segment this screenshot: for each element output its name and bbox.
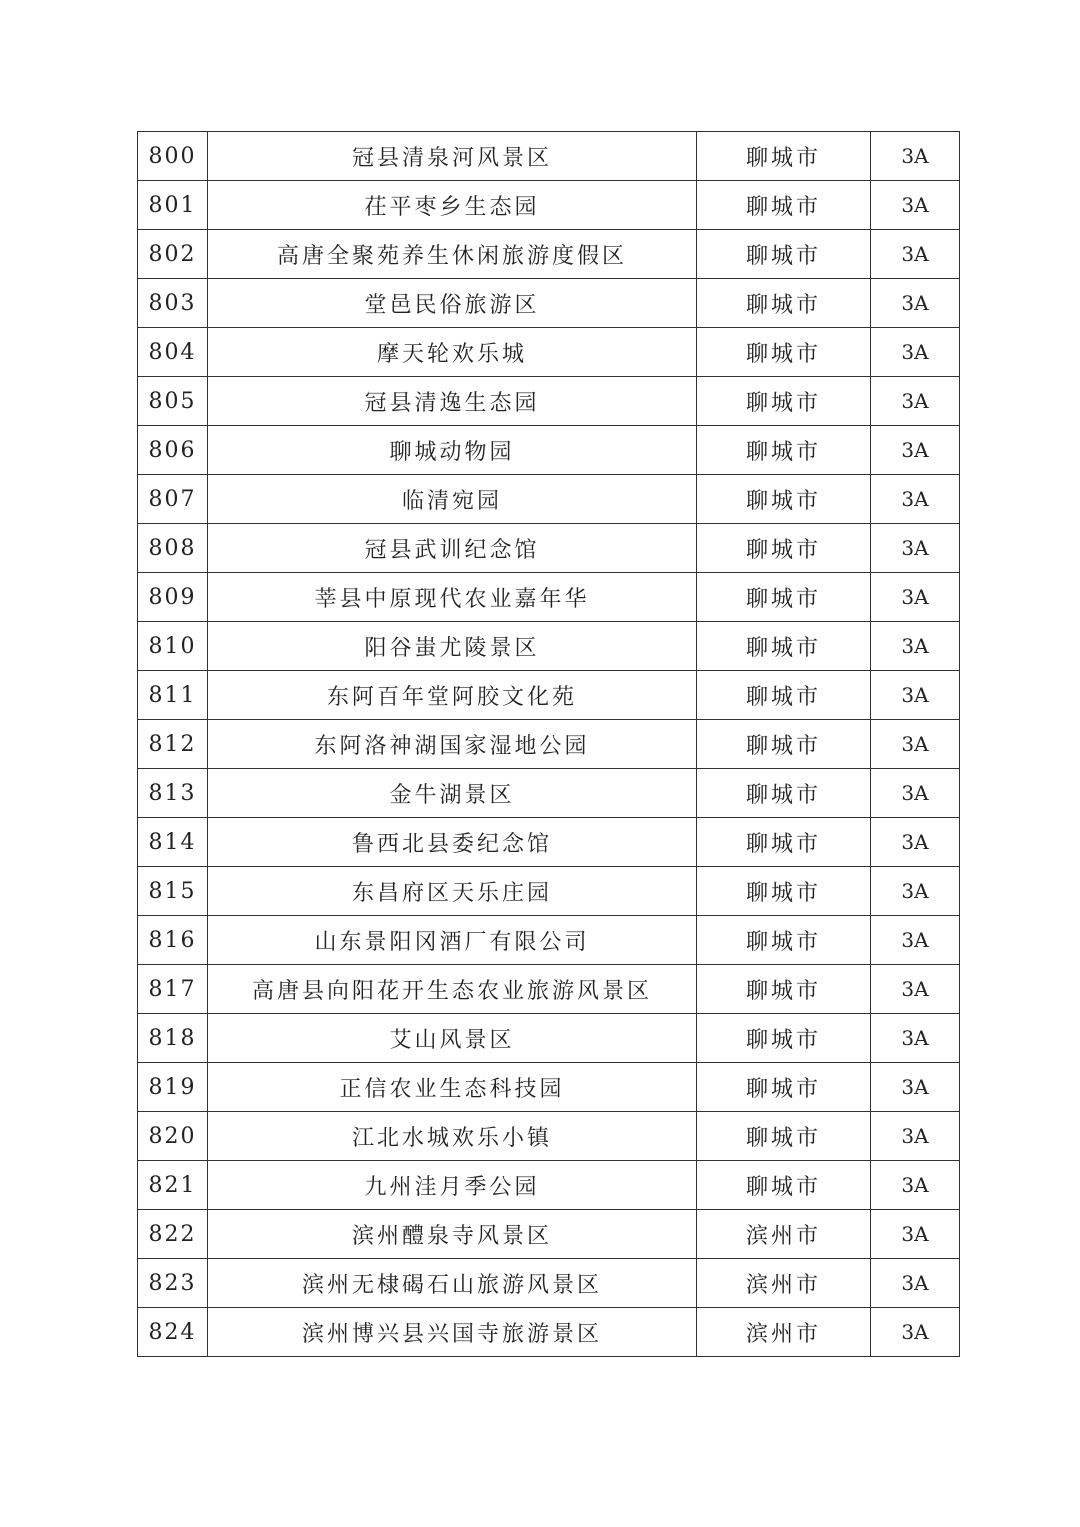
table-body	[138, 132, 960, 1357]
cell-scenic-name: 山东景阳冈酒厂有限公司	[208, 916, 697, 965]
cell-city: 聊城市	[697, 426, 871, 475]
cell-number: 810	[138, 622, 208, 671]
cell-city: 聊城市	[697, 720, 871, 769]
cell-scenic-name: 摩天轮欢乐城	[208, 328, 697, 377]
cell-number: 816	[138, 916, 208, 965]
cell-scenic-name: 高唐全聚苑养生休闲旅游度假区	[208, 230, 697, 279]
cell-grade: 3A	[871, 818, 960, 867]
cell-scenic-name: 东阿洛神湖国家湿地公园	[208, 720, 697, 769]
cell-number: 809	[138, 573, 208, 622]
cell-number: 821	[138, 1161, 208, 1210]
cell-city: 滨州市	[697, 1308, 871, 1357]
cell-number: 803	[138, 279, 208, 328]
cell-grade: 3A	[871, 1259, 960, 1308]
cell-number: 811	[138, 671, 208, 720]
cell-grade: 3A	[871, 1308, 960, 1357]
cell-number: 823	[138, 1259, 208, 1308]
cell-scenic-name: 东昌府区天乐庄园	[208, 867, 697, 916]
cell-city: 聊城市	[697, 230, 871, 279]
cell-number: 801	[138, 181, 208, 230]
cell-scenic-name: 冠县武训纪念馆	[208, 524, 697, 573]
cell-grade: 3A	[871, 230, 960, 279]
table-row	[138, 475, 960, 524]
cell-city: 滨州市	[697, 1259, 871, 1308]
cell-grade: 3A	[871, 132, 960, 181]
cell-scenic-name: 高唐县向阳花开生态农业旅游风景区	[208, 965, 697, 1014]
cell-scenic-name: 滨州无棣碣石山旅游风景区	[208, 1259, 697, 1308]
cell-scenic-name: 九州洼月季公园	[208, 1161, 697, 1210]
cell-city: 聊城市	[697, 818, 871, 867]
table-row	[138, 1308, 960, 1357]
table-row	[138, 818, 960, 867]
cell-city: 聊城市	[697, 769, 871, 818]
table-row	[138, 377, 960, 426]
cell-city: 聊城市	[697, 916, 871, 965]
cell-city: 聊城市	[697, 671, 871, 720]
scenic-spot-table	[137, 131, 960, 1357]
cell-city: 聊城市	[697, 181, 871, 230]
cell-number: 813	[138, 769, 208, 818]
cell-scenic-name: 艾山风景区	[208, 1014, 697, 1063]
cell-city: 聊城市	[697, 132, 871, 181]
cell-scenic-name: 东阿百年堂阿胶文化苑	[208, 671, 697, 720]
cell-city: 聊城市	[697, 1112, 871, 1161]
table-row	[138, 524, 960, 573]
cell-scenic-name: 临清宛园	[208, 475, 697, 524]
table-row	[138, 1063, 960, 1112]
cell-scenic-name: 滨州醴泉寺风景区	[208, 1210, 697, 1259]
cell-city: 聊城市	[697, 867, 871, 916]
cell-grade: 3A	[871, 1161, 960, 1210]
cell-scenic-name: 茌平枣乡生态园	[208, 181, 697, 230]
cell-number: 824	[138, 1308, 208, 1357]
cell-city: 聊城市	[697, 1161, 871, 1210]
cell-scenic-name: 莘县中原现代农业嘉年华	[208, 573, 697, 622]
table-row	[138, 1210, 960, 1259]
cell-city: 聊城市	[697, 377, 871, 426]
cell-scenic-name: 鲁西北县委纪念馆	[208, 818, 697, 867]
cell-number: 818	[138, 1014, 208, 1063]
table-row	[138, 573, 960, 622]
cell-scenic-name: 滨州博兴县兴国寺旅游景区	[208, 1308, 697, 1357]
cell-scenic-name: 冠县清逸生态园	[208, 377, 697, 426]
cell-number: 807	[138, 475, 208, 524]
cell-scenic-name: 冠县清泉河风景区	[208, 132, 697, 181]
cell-grade: 3A	[871, 965, 960, 1014]
cell-grade: 3A	[871, 181, 960, 230]
cell-grade: 3A	[871, 426, 960, 475]
cell-grade: 3A	[871, 377, 960, 426]
cell-city: 聊城市	[697, 1063, 871, 1112]
table-row	[138, 1259, 960, 1308]
cell-city: 聊城市	[697, 328, 871, 377]
cell-grade: 3A	[871, 1014, 960, 1063]
cell-grade: 3A	[871, 279, 960, 328]
table-row	[138, 720, 960, 769]
cell-grade: 3A	[871, 475, 960, 524]
table-row	[138, 965, 960, 1014]
cell-city: 聊城市	[697, 279, 871, 328]
cell-grade: 3A	[871, 769, 960, 818]
cell-number: 814	[138, 818, 208, 867]
table-row	[138, 1161, 960, 1210]
cell-scenic-name: 江北水城欢乐小镇	[208, 1112, 697, 1161]
cell-city: 聊城市	[697, 1014, 871, 1063]
cell-number: 806	[138, 426, 208, 475]
cell-number: 805	[138, 377, 208, 426]
cell-city: 聊城市	[697, 965, 871, 1014]
cell-grade: 3A	[871, 524, 960, 573]
cell-number: 804	[138, 328, 208, 377]
cell-number: 812	[138, 720, 208, 769]
cell-scenic-name: 正信农业生态科技园	[208, 1063, 697, 1112]
cell-scenic-name: 阳谷蚩尤陵景区	[208, 622, 697, 671]
cell-city: 聊城市	[697, 524, 871, 573]
cell-city: 滨州市	[697, 1210, 871, 1259]
cell-grade: 3A	[871, 720, 960, 769]
cell-grade: 3A	[871, 1112, 960, 1161]
cell-number: 815	[138, 867, 208, 916]
table-row	[138, 230, 960, 279]
cell-grade: 3A	[871, 1210, 960, 1259]
table-row	[138, 769, 960, 818]
cell-city: 聊城市	[697, 622, 871, 671]
cell-city: 聊城市	[697, 573, 871, 622]
cell-grade: 3A	[871, 671, 960, 720]
cell-number: 820	[138, 1112, 208, 1161]
table-row	[138, 181, 960, 230]
table-row	[138, 132, 960, 181]
cell-grade: 3A	[871, 622, 960, 671]
table-row	[138, 328, 960, 377]
table-row	[138, 916, 960, 965]
cell-scenic-name: 聊城动物园	[208, 426, 697, 475]
cell-number: 800	[138, 132, 208, 181]
table-row	[138, 426, 960, 475]
table-row	[138, 1014, 960, 1063]
table-row	[138, 279, 960, 328]
cell-number: 808	[138, 524, 208, 573]
cell-number: 819	[138, 1063, 208, 1112]
cell-grade: 3A	[871, 1063, 960, 1112]
cell-city: 聊城市	[697, 475, 871, 524]
cell-scenic-name: 金牛湖景区	[208, 769, 697, 818]
cell-number: 822	[138, 1210, 208, 1259]
table-row	[138, 867, 960, 916]
cell-grade: 3A	[871, 573, 960, 622]
cell-number: 802	[138, 230, 208, 279]
cell-grade: 3A	[871, 328, 960, 377]
table-row	[138, 1112, 960, 1161]
cell-number: 817	[138, 965, 208, 1014]
cell-grade: 3A	[871, 867, 960, 916]
cell-scenic-name: 堂邑民俗旅游区	[208, 279, 697, 328]
table-row	[138, 622, 960, 671]
table-row	[138, 671, 960, 720]
cell-grade: 3A	[871, 916, 960, 965]
